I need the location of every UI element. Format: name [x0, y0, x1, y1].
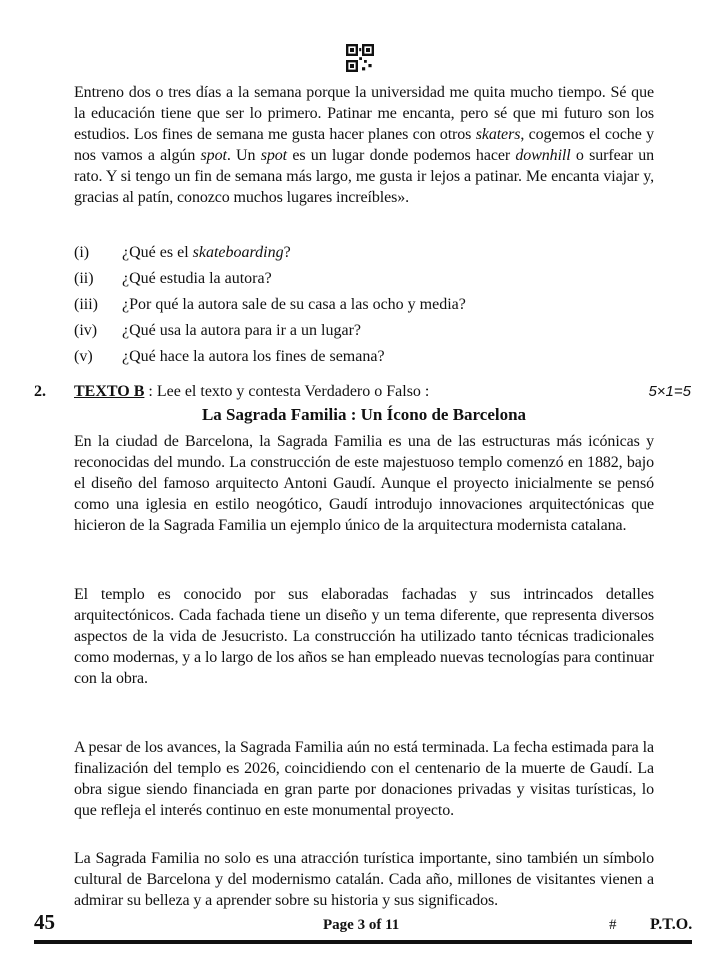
passage-title: La Sagrada Familia : Un Ícono de Barcelona — [201, 405, 527, 424]
question-number: (ii) — [74, 270, 94, 287]
text-segment: , cogemos el coche y nos vamos a algún — [74, 126, 654, 164]
text-segment: ¿Qué hace la autora los fines de semana? — [122, 348, 385, 365]
footer-rule — [34, 940, 692, 944]
text-segment: skateboarding — [192, 244, 284, 261]
passage-b-paragraph-3: A pesar de los avances, la Sagrada Familia aún no está terminada. La fecha estimada para la finalización del templo es 2026, coincidiendo con el centenario de la muerte de Gaudí. La obra sigue siendo financiada en gran parte por donaciones privadas y visitas turísticas, lo que refleja el interés continuo en este monumental proyecto. — [74, 739, 654, 819]
text-segment: spot — [260, 147, 288, 164]
footer-code: 45 — [34, 910, 55, 934]
text-segment: . Un — [226, 147, 261, 164]
question-text — [122, 320, 361, 341]
text-segment: skaters — [475, 126, 521, 143]
footer-page: Page 3 of 11 — [323, 917, 400, 933]
passage-a-paragraph — [74, 82, 654, 208]
text-segment: spot — [200, 147, 227, 164]
instruction: : Lee el texto y contesta Verdadero o Falso : — [144, 383, 430, 400]
text-segment: ¿Por qué la autora sale de su casa a las ocho y media? — [122, 296, 466, 313]
text-segment: ¿Qué estudia la autora? — [122, 270, 272, 287]
question-number: 2. — [34, 383, 46, 400]
text-segment: ? — [283, 244, 291, 261]
text-label: TEXTO B — [74, 383, 145, 400]
passage-b-paragraph-1: En la ciudad de Barcelona, la Sagrada Familia es una de las estructuras más icónicas y reconocidas del mundo. La construcción de este majestuoso templo comenzó en 1882, bajo el diseño del famoso arquitecto Antoni Gaudí. Aunque el proyecto inicialmente se pensó como una iglesia en estilo neogótico, Gaudí introdujo innovaciones arquitectónicas que hicieron de la Sagrada Familia un ejemplo único de la arquitectura modernista catalana. — [74, 433, 654, 534]
passage-b-paragraph-4: La Sagrada Familia no solo es una atracción turística importante, sino también un símbolo cultural de Barcelona y del modernismo catalán. Cada año, millones de visitantes vienen a admirar su belleza y a aprender sobre su historia y sus significados. — [74, 850, 654, 909]
question-text — [122, 346, 385, 367]
text-segment: o surfear un rato. Y si tengo un fin de semana más largo, me gusta ir lejos a patinar. Me encanta viajar y, gracias al patín, conozco muchos lugares increíbles». — [74, 147, 654, 206]
question-number: (i) — [74, 244, 90, 261]
question-text — [122, 294, 466, 315]
text-segment: Entreno dos o tres días a la semana porque la universidad me quita mucho tiempo. Sé que la educación tiene que ser lo primero. Patinar me encanta, pero sé que mi futuro son los estudios. Los fines de semana me gusta hacer planes con otros — [74, 84, 654, 143]
text-segment: ¿Qué es el — [122, 244, 193, 261]
passage-b-paragraph-2: El templo es conocido por sus elaboradas fachadas y sus intrincados detalles arquitectónicos. Cada fachada tiene un diseño y un tema diferente, que representa diversos aspectos de la vida de Jesucristo. La construcción ha utilizado tanto técnicas tradicionales como modernas, y a lo largo de los años se han empleado nuevas tecnologías para continuar con la obra. — [74, 586, 654, 687]
question-text — [122, 268, 272, 289]
qr-code-icon — [346, 44, 374, 72]
footer-hash: # — [609, 917, 617, 933]
question-number: (iv) — [74, 322, 98, 339]
question-number: (v) — [74, 348, 93, 365]
text-segment: es un lugar donde podemos hacer — [287, 147, 516, 164]
question-text — [122, 242, 291, 263]
marks: 5×1=5 — [648, 383, 691, 400]
footer-pto: P.T.O. — [650, 916, 693, 933]
text-segment: downhill — [515, 147, 571, 164]
question-number: (iii) — [74, 296, 98, 313]
question-heading — [74, 383, 429, 401]
text-segment: ¿Qué usa la autora para ir a un lugar? — [122, 322, 361, 339]
